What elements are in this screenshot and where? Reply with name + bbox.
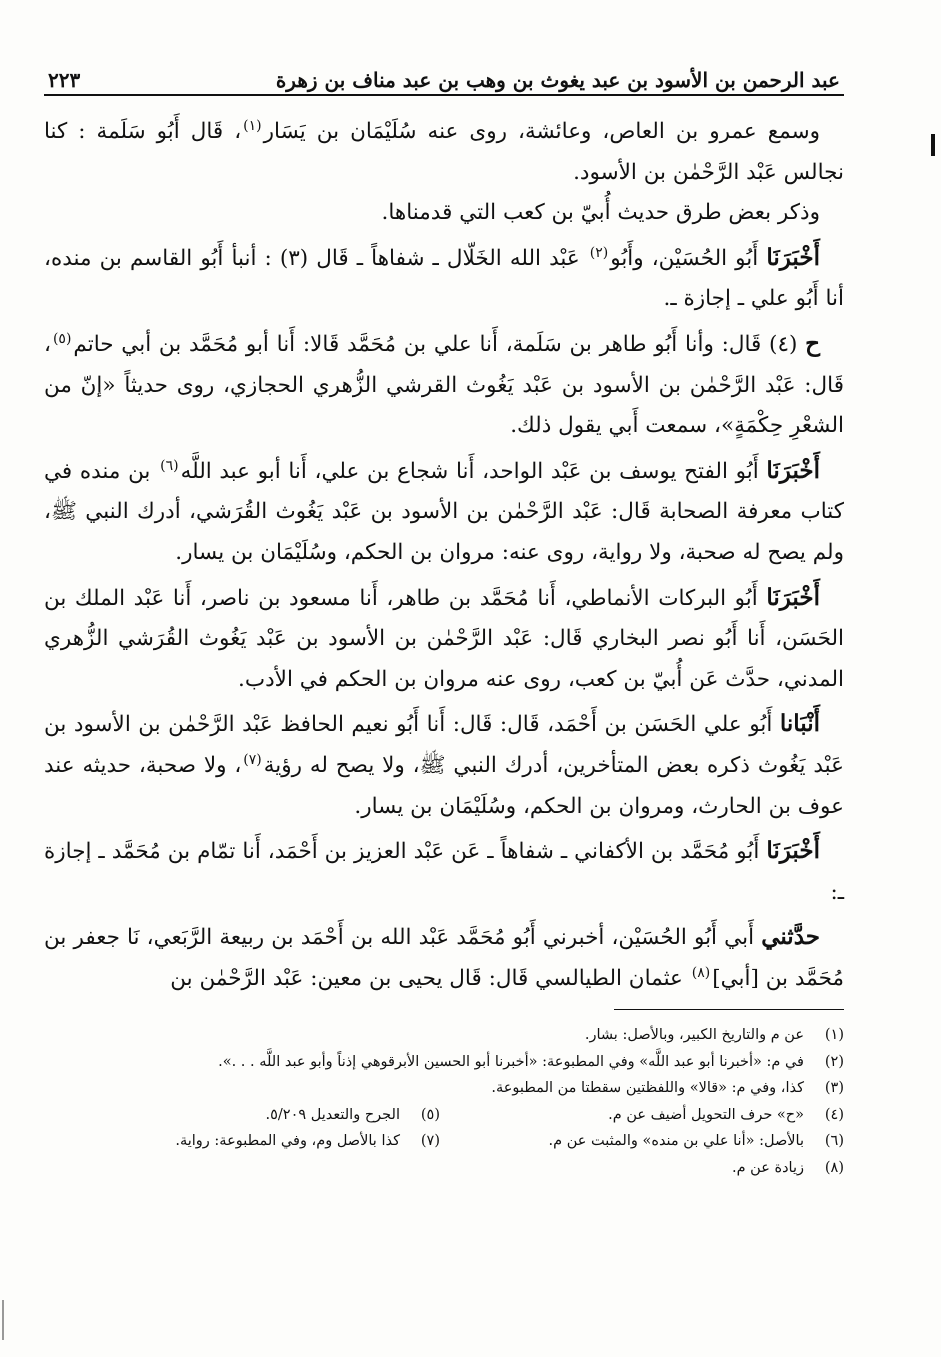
footnote-number: (٨) [824, 1159, 844, 1176]
paragraph-text: أَبُو مُحَمَّد بن الأكفاني ـ شفاهاً ـ عَن عَبْد العزيز بن أَحْمَد، أَنا تمّام بن مُحَمَّد ـ إجازة ـ: [44, 839, 844, 905]
paragraph [44, 831, 844, 913]
footnotes [44, 1022, 844, 1181]
page-number: ٢٢٣ [48, 68, 81, 92]
page [44, 52, 844, 1181]
footnote-row [44, 1102, 844, 1129]
paragraph-lead: أَنْبَانا [779, 710, 820, 738]
footnote-row [44, 1075, 844, 1102]
footnote [44, 1102, 440, 1129]
footnote-ref: (١) [243, 117, 262, 134]
footnote-number: (٢) [824, 1053, 844, 1070]
footnote-text: في م: «أخبرنا أبو عبد اللَّه» وفي المطبوعة: «أخبرنا أبو الحسين الأبرقوهي إذناً وأبو عبد اللَّه . . .». [218, 1053, 804, 1070]
footnote-number: (٤) [824, 1106, 844, 1123]
footnote-number: (٧) [420, 1133, 440, 1150]
paragraph-lead: أَخْبَرَنَا [766, 243, 820, 271]
footnote [585, 1022, 844, 1049]
footnote-row [44, 1049, 844, 1076]
paragraph-text: أَبُو الحُسَيْن، وأَبُو [610, 245, 759, 271]
paragraph-text: أَبي أَبُو الحُسَيْن، أخبرني أَبُو مُحَمَّد عَبْد الله بن أَحْمَد بن ربيعة الرَّبَعي، نَا جعفر بن مُحَمَّد بن [أبي] [44, 925, 844, 991]
footnote-ref: (٥) [52, 330, 72, 347]
footnote [448, 1128, 844, 1155]
footnote [448, 1102, 844, 1129]
paragraph-text: عَبْد الله الخَلّال ـ شفاهاً ـ قَال (٣) : أنبأ أَبُو القاسم بن منده، أنا أَبُو علي ـ إجازة ـ. [44, 245, 844, 312]
footnote [491, 1075, 844, 1102]
footnote [218, 1049, 844, 1076]
paragraph [44, 451, 844, 574]
paragraph-text: ، قَال أَبُو سَلَمة : كنا نجالس عَبْد الرَّحْمٰن بن الأسود. [44, 119, 844, 185]
footnote [732, 1155, 844, 1182]
paragraph-lead: ح [805, 329, 821, 357]
paragraph [44, 917, 844, 999]
paragraph-text: ، قَال: عَبْد الرَّحْمٰن بن الأسود بن عَبْد يَغُوث القرشي الزُّهري الحجازي، روى حديثاً «إنّ من الشعْرِ حِكْمَةٍ»، سمعت أَبي يقول ذلك. [44, 331, 844, 439]
margin-mark [931, 134, 935, 156]
footnote-row [44, 1155, 844, 1182]
edge-mark [2, 1300, 4, 1340]
footnote-text: كذا بالأصل وم، وفي المطبوعة: رواية. [175, 1133, 400, 1150]
footnote-ref: (٢) [589, 244, 609, 261]
footnote-ref: (٨) [691, 964, 711, 981]
paragraph-text: وسمع عمرو بن العاص، وعائشة، روى عنه سُلَيْمَان بن يَسَار [263, 119, 820, 144]
paragraph [44, 193, 844, 234]
paragraph-text: وذكر بعض طرق حديث أُبيّ بن كعب التي قدمناها. [381, 200, 820, 226]
footnote-ref: (٦) [160, 457, 179, 474]
paragraph [44, 324, 844, 447]
paragraph-text: ، ولا صحبة، حديثه عند عوف بن الحارث، ومروان بن الحكم، وسُلَيْمَان بن يسار. [44, 752, 844, 819]
paragraph-text: أَبُو علي الحَسَن بن أَحْمَد، قَال: قَال: أَنا أَبُو نعيم الحافظ عَبْد الرَّحْمٰن بن الأسود بن عَبْد يَغُوث ذكره بعض المتأخرين، أدرك النبي ﷺ، ولا يصح له رؤية [44, 712, 844, 778]
paragraph-text: أَبُو الفتح يوسف بن عَبْد الواحد، أَنا شجاع بن علي، أَنا أبو عبد اللَّه [180, 458, 759, 484]
footnote-number: (١) [824, 1027, 844, 1044]
footnote-number: (٣) [824, 1080, 844, 1097]
footnote-text: «ح» حرف التحويل أضيف عن م. [608, 1106, 804, 1123]
paragraph-text: أَبُو البركات الأنماطي، أَنا مُحَمَّد بن طاهر، أَنا مسعود بن ناصر، أَنا عَبْد الملك بن الحَسَن، أَنا أَبُو نصر البخاري قَال: عَبْد الرَّحْمٰن بن الأسود بن عَبْد يَغُوث القُرَشي الزُّهري المدني، حدَّث عَن أُبيّ بن كعب، روى عنه مروان بن الحكم في الأدب. [44, 585, 844, 692]
paragraph-lead: أَخْبَرَنَا [766, 837, 820, 865]
footnote-text: زيادة عن م. [731, 1159, 804, 1176]
paragraph [44, 238, 844, 320]
paragraph-text: بن منده في كتاب معرفة الصحابة قَال: عَبْد الرَّحْمٰن بن الأسود بن عَبْد يَغُوث القُرَشي، أدرك النبي ﷺ، ولم يصح له صحبة، ولا رواية، روى عنه: مروان بن الحكم، وسُلَيْمَان بن يسار. [44, 458, 844, 565]
footnote [44, 1128, 440, 1155]
paragraph-lead: أَخْبَرَنَا [766, 456, 820, 484]
page-header [44, 52, 844, 96]
footnote-text: كذا، وفي م: «قالا» واللفظتين سقطتا من المطبوعة. [491, 1080, 804, 1097]
footnote-text: الجرح والتعديل ٥/٢٠٩. [265, 1106, 400, 1123]
paragraph-text: عثمان الطيالسي قَال: قَال يحيى بن معين: عَبْد الرَّحْمٰن بن [170, 965, 683, 991]
footnote-divider [614, 1009, 844, 1010]
paragraph-lead: أَخْبَرَنَا [766, 583, 820, 611]
main-text [44, 112, 844, 999]
footnote-number: (٦) [824, 1133, 844, 1150]
footnote-number: (٥) [420, 1106, 440, 1123]
paragraph [44, 704, 844, 827]
footnote-ref: (٧) [243, 751, 262, 768]
footnote-row [44, 1128, 844, 1155]
paragraph-lead: حدَّثني [761, 923, 820, 951]
footnote-text: بالأصل: «أنا علي بن منده» والمثبت عن م. [548, 1133, 804, 1150]
paragraph [44, 578, 844, 701]
footnote-row [44, 1022, 844, 1049]
running-title: عبد الرحمن بن الأسود بن عبد يغوث بن وهب بن عبد مناف بن زهرة [275, 68, 840, 92]
paragraph [44, 112, 844, 193]
paragraph-text: (٤) قَال: وأنا أَبُو طاهر بن سَلَمة، أَنا علي بن مُحَمَّد قَالا: أَنا أبو مُحَمَّد بن أبي حاتم [73, 331, 798, 357]
footnote-text: عن م والتاريخ الكبير، وبالأصل: بشار. [584, 1027, 804, 1044]
